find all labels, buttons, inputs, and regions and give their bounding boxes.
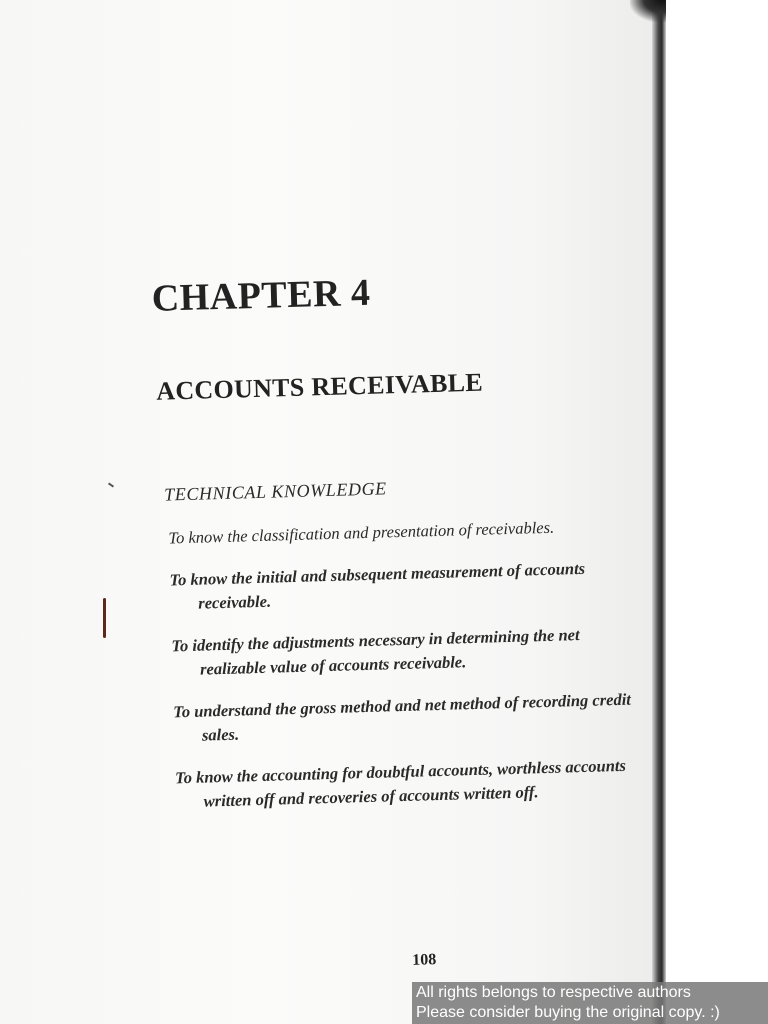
- objective-item: To understand the gross method and net method of recording credit sales.: [173, 689, 632, 745]
- objectives-list: [168, 513, 646, 832]
- chapter-title: CHAPTER 4: [151, 271, 372, 320]
- objective-item: To identify the adjustments necessary in determining the net realizable value of accounts receivable.: [171, 625, 580, 679]
- background-margin: [666, 0, 768, 1024]
- chapter-subject: ACCOUNTS RECEIVABLE: [155, 367, 484, 406]
- section-heading: TECHNICAL KNOWLEDGE: [163, 478, 387, 505]
- page-number: 108: [412, 951, 437, 969]
- objective-item: To know the accounting for doubtful accounts, worthless accounts written off and recoveries of accounts written off.: [174, 755, 627, 811]
- objective-item: To know the classification and presentation of receivables.: [168, 517, 555, 548]
- watermark-line-2: Please consider buying the original copy. :): [416, 1004, 720, 1021]
- watermark-overlay: [412, 982, 768, 1024]
- watermark-line-1: All rights belongs to respective authors: [416, 984, 691, 1001]
- objective-item: To know the initial and subsequent measurement of accounts receivable.: [169, 558, 586, 613]
